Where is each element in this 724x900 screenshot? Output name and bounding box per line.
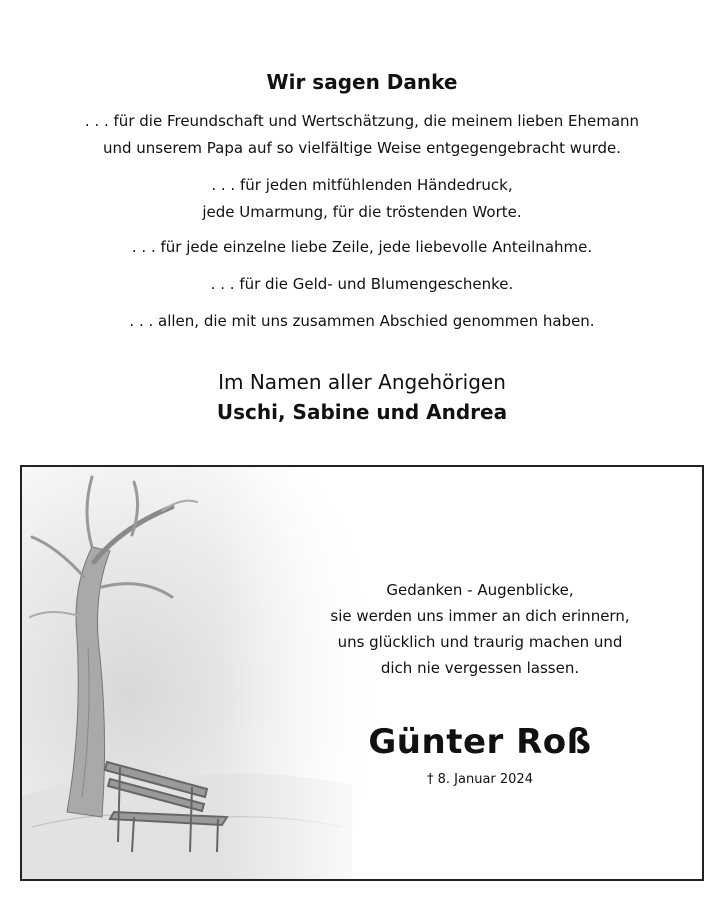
verse-line: dich nie vergessen lassen.	[380, 659, 580, 677]
thanks-line: und unserem Papa auf so vielfältige Weise entgegengebracht wurde.	[102, 139, 622, 157]
thanks-line: . . . allen, die mit uns zusammen Abschied genommen haben.	[129, 312, 595, 330]
deceased-name: Günter Roß	[368, 722, 592, 762]
memorial-card	[20, 465, 704, 881]
thanks-line: . . . für jede einzelne liebe Zeile, jede liebevolle Anteilnahme.	[131, 238, 593, 256]
thanks-line: jede Umarmung, für die tröstenden Worte.	[202, 203, 522, 221]
thanks-line: . . . für die Geld- und Blumengeschenke.	[210, 275, 514, 293]
memorial-verse	[290, 577, 670, 681]
thanks-title: Wir sagen Danke	[266, 70, 458, 94]
verse-line: sie werden uns immer an dich erinnern,	[330, 607, 630, 625]
verse-line: uns glücklich und traurig machen und	[337, 633, 623, 651]
family-names: Uschi, Sabine und Andrea	[216, 400, 508, 424]
thanks-line: . . . für die Freundschaft und Wertschätzung, die meinem lieben Ehemann	[84, 112, 640, 130]
signoff-block	[0, 367, 724, 427]
death-date: † 8. Januar 2024	[427, 772, 533, 787]
verse-line: Gedanken - Augenblicke,	[386, 581, 574, 599]
signoff-text: Im Namen aller Angehörigen	[218, 370, 506, 394]
thanks-line: . . . für jeden mitfühlenden Händedruck,	[211, 176, 513, 194]
